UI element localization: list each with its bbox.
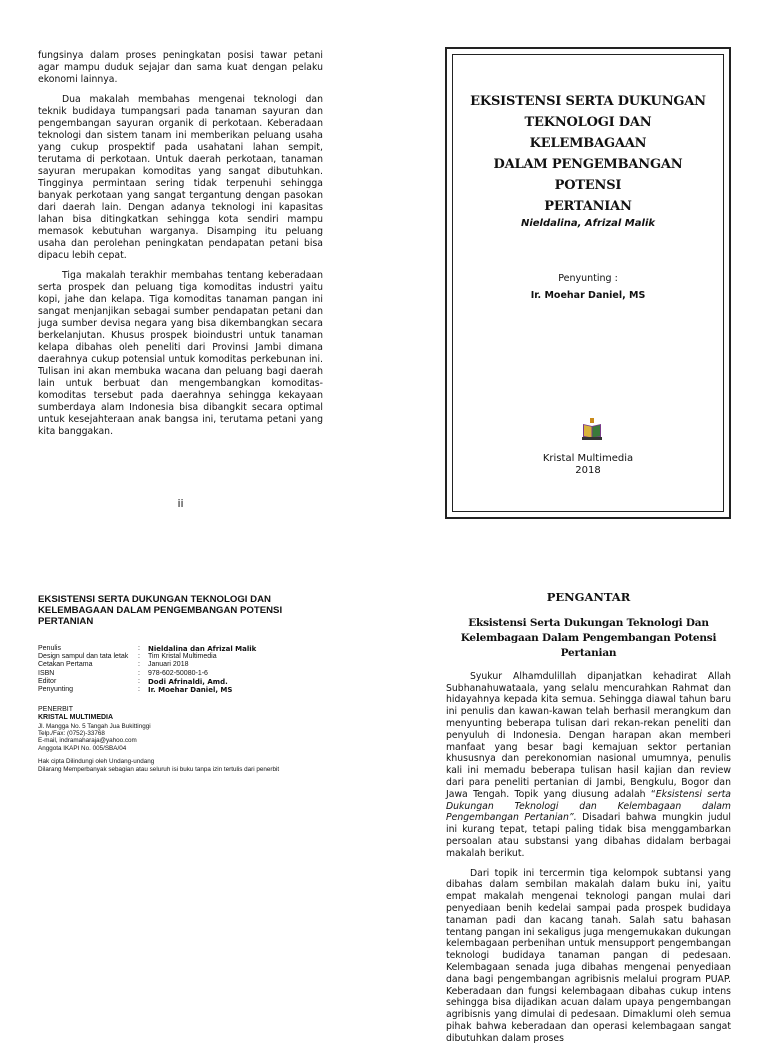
detail-row: Penyunting : Ir. Moehar Daniel, MS	[38, 686, 256, 694]
paragraph-2: Dua makalah membahas mengenai teknologi dan teknik budidaya tumpangsari pada tanaman sayuran dan pengembangan sayuran organik di perkotaan. Keberadaan teknologi dan sistem tanam ini memberikan peluang usaha yang cukup prospektif pada usahatani lahan sempit, terutama di perkotaan. Untuk daerah perkotaan, tanaman sayuran merupakan komoditas yang sangat dibutuhkan. Tingginya permintaan sering tidak terpenuhi sehingga banyak perkotaan yang sangat tergantung dengan pasokan dari daerah lain. Dengan adanya teknologi ini kapasitas lahan bisa ditingkatkan sehingga kota sendiri mampu memasok kebutuhan warganya. Disamping itu peluang usaha dan perolehan peningkatan pendapatan petani bisa dipacu lebih cepat.	[38, 94, 323, 261]
detail-key: Penyunting	[38, 686, 74, 694]
detail-row: Editor : Dodi Afrinaldi, Amd.	[38, 678, 256, 686]
copyright-details	[38, 645, 256, 694]
p1-text: Syukur Alhamdulillah dipanjatkan kehadirat Allah Subhanahuwataala, yang selalu mencurahkan Rahmat dan hidayahnya kepada kita semua. Sehingga diawal tahun baru ini penulis dan kawan-kawan telah berhasil merangkum dan menyunting beberapa tulisan dari rekan-rekan peneliti dan penyuluh di Indonesia. Dengan harapan akan memberi manfaat yang besar bagi kemajuan sektor pertanian khususnya dan perekonomian nasional umumnya, penulis kali ini memadu beberapa tulisan hasil kajian dan review dari para peneliti pertanian di Jambi, Bengkulu, Bogor dan Jawa Tengah. Topik yang diusung adalah “	[446, 670, 731, 800]
cover-title-line: PERTANIAN	[544, 199, 632, 214]
publisher-name: Kristal Multimedia	[542, 453, 634, 464]
p1-tail: Disadari bahwa mungkin judul ini kurang tepat, tetapi paling tidak bisa menggambarkan persoalan atau substansi yang dibahas didalam berbagai makalah berikut.	[446, 812, 731, 859]
pengantar-heading: PENGANTAR	[546, 590, 631, 604]
cover-authors: Nieldalina, Afrizal Malik	[520, 218, 656, 229]
pengantar-page	[446, 590, 731, 1044]
cover-title-line: DALAM PENGEMBANGAN POTENSI	[493, 157, 683, 193]
detail-row: Cetakan Pertama : Januari 2018	[38, 661, 256, 669]
page-ii	[38, 50, 323, 520]
detail-value: Januari 2018	[148, 661, 189, 669]
detail-value: Tim Kristal Multimedia	[148, 653, 217, 661]
detail-row: Penulis : Nieldalina dan Afrizal Malik	[38, 645, 257, 653]
cover-editor-name: Ir. Moehar Daniel, MS	[530, 290, 646, 301]
detail-key: Cetakan Pertama	[38, 661, 93, 669]
pengantar-paragraph-1	[446, 671, 731, 860]
paragraph-1: fungsinya dalam proses peningkatan posisi tawar petani agar mampu duduk sejajar dan sama kuat dengan pelaku ekonomi lainnya.	[38, 50, 323, 85]
cover-editor-label: Penyunting :	[558, 273, 618, 284]
copyright-title: EKSISTENSI SERTA DUKUNGAN TEKNOLOGI DAN KELEMBAGAAN DALAM PENGEMBANGAN POTENSI PERTANIAN	[38, 594, 283, 627]
publisher-heading: PENERBIT	[38, 706, 74, 714]
publisher-address: Jl. Mangga No. 5 Tangah Jua Bukittinggi	[38, 722, 151, 730]
detail-value: 978-602-50080-1-6	[148, 669, 208, 677]
rights-notice	[38, 758, 328, 773]
page-number: ii	[177, 497, 184, 510]
book-logo-icon	[581, 417, 603, 441]
detail-key: Editor	[38, 677, 57, 685]
publisher-block	[38, 706, 328, 752]
detail-key: Design sampul dan tata letak	[38, 653, 129, 661]
detail-row: Design sampul dan tata letak : Tim Kristal Multimedia	[38, 653, 256, 661]
pengantar-subheading: Eksistensi Serta Dukungan Teknologi Dan Kelembagaan Dalam Pengembangan Potensi Pertanian	[460, 616, 717, 659]
rights-line: Dilarang Memperbanyak sebagian atau seluruh isi buku tanpa izin tertulis dari penerbit	[38, 765, 280, 773]
publisher-name: KRISTAL MULTIMEDIA	[38, 714, 114, 722]
detail-value: Ir. Moehar Daniel, MS	[148, 686, 233, 695]
rights-line: Hak cipta Dilindungi oleh Undang-undang	[38, 758, 155, 766]
publisher-ikapi: Anggota IKAPI No. 005/SBA/04	[38, 744, 127, 752]
detail-value: Nieldalina dan Afrizal Malik	[148, 645, 257, 653]
cover-title	[469, 91, 707, 217]
detail-row: ISBN : 978-602-50080-1-6	[38, 670, 256, 678]
book-cover	[445, 47, 731, 519]
pengantar-paragraph-2: Dari topik ini tercermin tiga kelompok subtansi yang dibahas dalam sembilan makalah dalam buku ini, yaitu empat makalah mengenai teknologi pangan mulai dari penyediaan benih kedelai sampai pada prospek budidaya tanaman padi dan kacang tanah. Salah satu bahasan tentang pangan ini sekaligus juga mengemukakan dukungan kelembagaan perbenihan untuk mensupport pengembangan teknologi budidaya tanaman pangan di pedesaan. Kelembagaan senada juga dibahas mengenai penyediaan dana bagi pengembangan agribisnis melalui program PUAP. Keberadaan dan fungsi kelembagaan dibahas cukup intens sehingga bisa dijadikan acuan dalam upaya pengembangan agribisnis yang dimulai di pedesaan. Dimaklumi oleh semua pihak bahwa keberadaan dan operasi kelembagaan sangat dibutuhkan dalam proses	[446, 867, 731, 1044]
publisher-email: E-mail, indramaharaja@yahoo.com	[38, 737, 137, 745]
cover-title-line: EKSISTENSI SERTA DUKUNGAN	[470, 94, 706, 109]
publication-year: 2018	[575, 465, 601, 476]
detail-key: Penulis	[38, 645, 61, 652]
paragraph-3: Tiga makalah terakhir membahas tentang keberadaan serta prospek dan peluang tiga komoditas industri yaitu kopi, jahe dan kelapa. Tiga komoditas tanaman pangan ini sangat menjanjikan sebagai sumber pendapatan petani dan juga sumber devisa negara yang bisa dikembangkan secara berkelanjutan. Khusus prospek bioindustri untuk tanaman kelapa dibahas oleh peneliti dari Provinsi Jambi dimana daerahnya cukup potensial untuk komoditas perkebunan ini. Tulisan ini akan membuka wacana dan peluang bagi daerah lain untuk berbuat dan mengembangkan komoditas-komoditas tersebut pada daerahnya sehingga kekayaan sumberdaya alam Indonesia bisa dibangkit secara optimal untuk kesejahteraan anak bangsa ini, terutama petani yang kita banggakan.	[38, 270, 323, 437]
detail-value: Dodi Afrinaldi, Amd.	[148, 677, 228, 686]
detail-key: ISBN	[38, 669, 55, 677]
publisher-phone: Telp./Fax: (0752)-33768	[38, 730, 105, 738]
cover-publisher	[453, 453, 723, 477]
cover-title-line: TEKNOLOGI DAN KELEMBAGAAN	[524, 115, 652, 151]
copyright-page	[38, 594, 328, 824]
p1-italic-topic: Eksistensi serta Dukungan Teknologi dan Kelembagaan dalam Pengembangan Pertanian”.	[446, 788, 731, 824]
cover-inner-border	[452, 54, 724, 512]
